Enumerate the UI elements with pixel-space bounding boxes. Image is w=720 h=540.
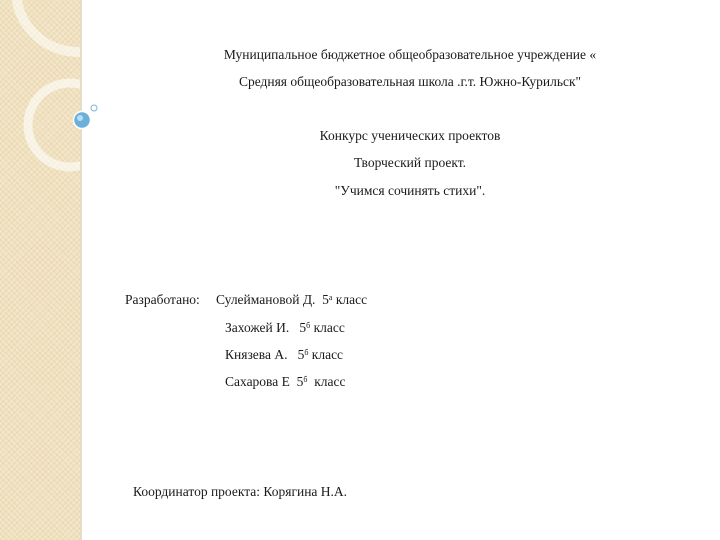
project-type: Творческий проект. <box>353 155 467 170</box>
author-name: Сахарова Е <box>225 374 290 389</box>
author-suffix: класс <box>313 320 345 335</box>
author-letter: б <box>304 348 309 357</box>
author-grade: 5 <box>296 374 304 389</box>
authors-label: Разработано: <box>125 292 200 307</box>
small-ring-icon <box>91 105 97 111</box>
author-letter: б <box>303 375 308 384</box>
author-name: Князева А. <box>225 347 288 362</box>
contest-title: Конкурс ученических проектов <box>319 128 501 143</box>
dot-highlight <box>77 115 83 121</box>
author-letter: а <box>328 293 333 302</box>
author-grade: 5 <box>297 347 305 362</box>
coordinator-line <box>133 484 347 500</box>
author-row <box>225 374 345 390</box>
author-row <box>225 347 343 363</box>
coordinator-name: Корягина Н.А. <box>263 484 348 499</box>
coordinator-label: Координатор проекта: <box>133 484 261 499</box>
author-letter: б <box>306 321 311 330</box>
institution-line-1: Муниципальное бюджетное общеобразовательное учреждение « <box>223 47 597 62</box>
author-suffix: класс <box>311 347 344 362</box>
author-name: Сулеймановой Д. <box>216 292 316 307</box>
author-row <box>225 320 345 336</box>
author-suffix: класс <box>335 292 368 307</box>
institution-line-2: Средняя общеобразовательная школа .г.т. Южно-Курильск" <box>238 74 582 89</box>
decorative-dots <box>0 0 110 140</box>
author-grade: 5 <box>299 320 307 335</box>
author-row <box>216 292 367 308</box>
author-name: Захожей И. <box>225 320 290 335</box>
project-title: "Учимся сочинять стихи". <box>334 183 486 198</box>
author-grade: 5 <box>322 292 329 307</box>
author-suffix: класс <box>314 374 346 389</box>
